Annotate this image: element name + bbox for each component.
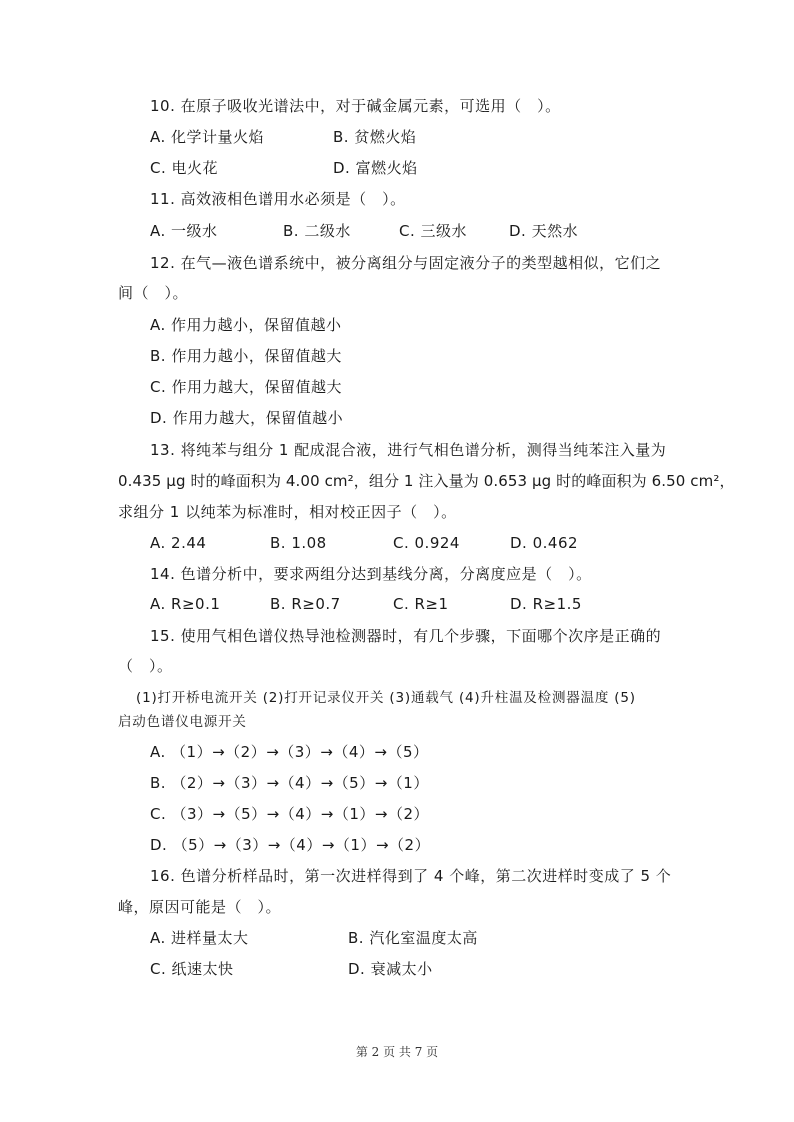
question-13-option-a: A. 2.44 xyxy=(150,534,207,552)
question-15-option-d: D. （5）→（3）→（4）→（1）→（2） xyxy=(150,836,431,854)
question-13-option-b: B. 1.08 xyxy=(270,534,327,552)
question-16-stem-line2: 峰，原因可能是（ ）。 xyxy=(118,898,282,916)
question-10-option-b: B. 贫燃火焰 xyxy=(333,128,417,146)
question-11-option-a: A. 一级水 xyxy=(150,222,218,240)
question-16-stem-line1: 16. 色谱分析样品时，第一次进样得到了 4 个峰，第二次进样时变成了 5 个 xyxy=(150,867,672,885)
question-13-option-d: D. 0.462 xyxy=(510,534,579,552)
question-16-option-a: A. 进样量太大 xyxy=(150,929,249,947)
question-14-option-d: D. R≥1.5 xyxy=(510,595,582,613)
question-11-option-c: C. 三级水 xyxy=(399,222,468,240)
question-14-stem: 14. 色谱分析中，要求两组分达到基线分离，分离度应是（ ）。 xyxy=(150,565,592,583)
question-12-option-b: B. 作用力越小，保留值越大 xyxy=(150,347,342,365)
question-15-stem-line2: （ ）。 xyxy=(118,657,173,675)
question-10-option-c: C. 电火花 xyxy=(150,159,219,177)
question-13-stem-line2: 0.435 μg 时的峰面积为 4.00 cm²，组分 1 注入量为 0.653 μg 时的峰面积为 6.50 cm²， xyxy=(118,472,735,490)
question-15-steps-line1: (1)打开桥电流开关 (2)打开记录仪开关 (3)通载气 (4)升柱温及检测器温度 (5) xyxy=(136,690,636,706)
question-14-option-c: C. R≥1 xyxy=(393,595,449,613)
question-16-option-c: C. 纸速太快 xyxy=(150,960,234,978)
question-10-option-a: A. 化学计量火焰 xyxy=(150,128,265,146)
question-13-option-c: C. 0.924 xyxy=(393,534,460,552)
page-number: 第 2 页 共 7 页 xyxy=(355,1045,439,1059)
question-14-option-a: A. R≥0.1 xyxy=(150,595,221,613)
question-11-option-b: B. 二级水 xyxy=(283,222,351,240)
question-12-option-a: A. 作用力越小，保留值越小 xyxy=(150,316,342,334)
question-12-option-c: C. 作用力越大，保留值越大 xyxy=(150,378,343,396)
question-10-stem: 10. 在原子吸收光谱法中，对于碱金属元素，可选用（ ）。 xyxy=(150,97,561,115)
question-10-option-d: D. 富燃火焰 xyxy=(333,159,418,177)
question-14-option-b: B. R≥0.7 xyxy=(270,595,341,613)
question-13-stem-line1: 13. 将纯苯与组分 1 配成混合液，进行气相色谱分析，测得当纯苯注入量为 xyxy=(150,441,667,459)
question-15-option-a: A. （1）→（2）→（3）→（4）→（5） xyxy=(150,743,429,761)
question-12-stem-line1: 12. 在气—液色谱系统中，被分离组分与固定液分子的类型越相似，它们之 xyxy=(150,254,662,272)
question-11-option-d: D. 天然水 xyxy=(509,222,579,240)
question-15-stem-line1: 15. 使用气相色谱仪热导池检测器时，有几个步骤，下面哪个次序是正确的 xyxy=(150,627,662,645)
question-16-option-b: B. 汽化室温度太高 xyxy=(348,929,478,947)
question-11-stem: 11. 高效液相色谱用水必须是（ ）。 xyxy=(150,190,406,208)
question-13-stem-line3: 求组分 1 以纯苯为标准时，相对校正因子（ ）。 xyxy=(118,503,457,521)
question-15-steps-line2: 启动色谱仪电源开关 xyxy=(118,714,247,730)
question-12-option-d: D. 作用力越大，保留值越小 xyxy=(150,409,344,427)
question-16-option-d: D. 衰减太小 xyxy=(348,960,433,978)
question-15-option-b: B. （2）→（3）→（4）→（5）→（1） xyxy=(150,774,429,792)
question-15-option-c: C. （3）→（5）→（4）→（1）→（2） xyxy=(150,805,430,823)
question-12-stem-line2: 间（ ）。 xyxy=(118,284,189,302)
